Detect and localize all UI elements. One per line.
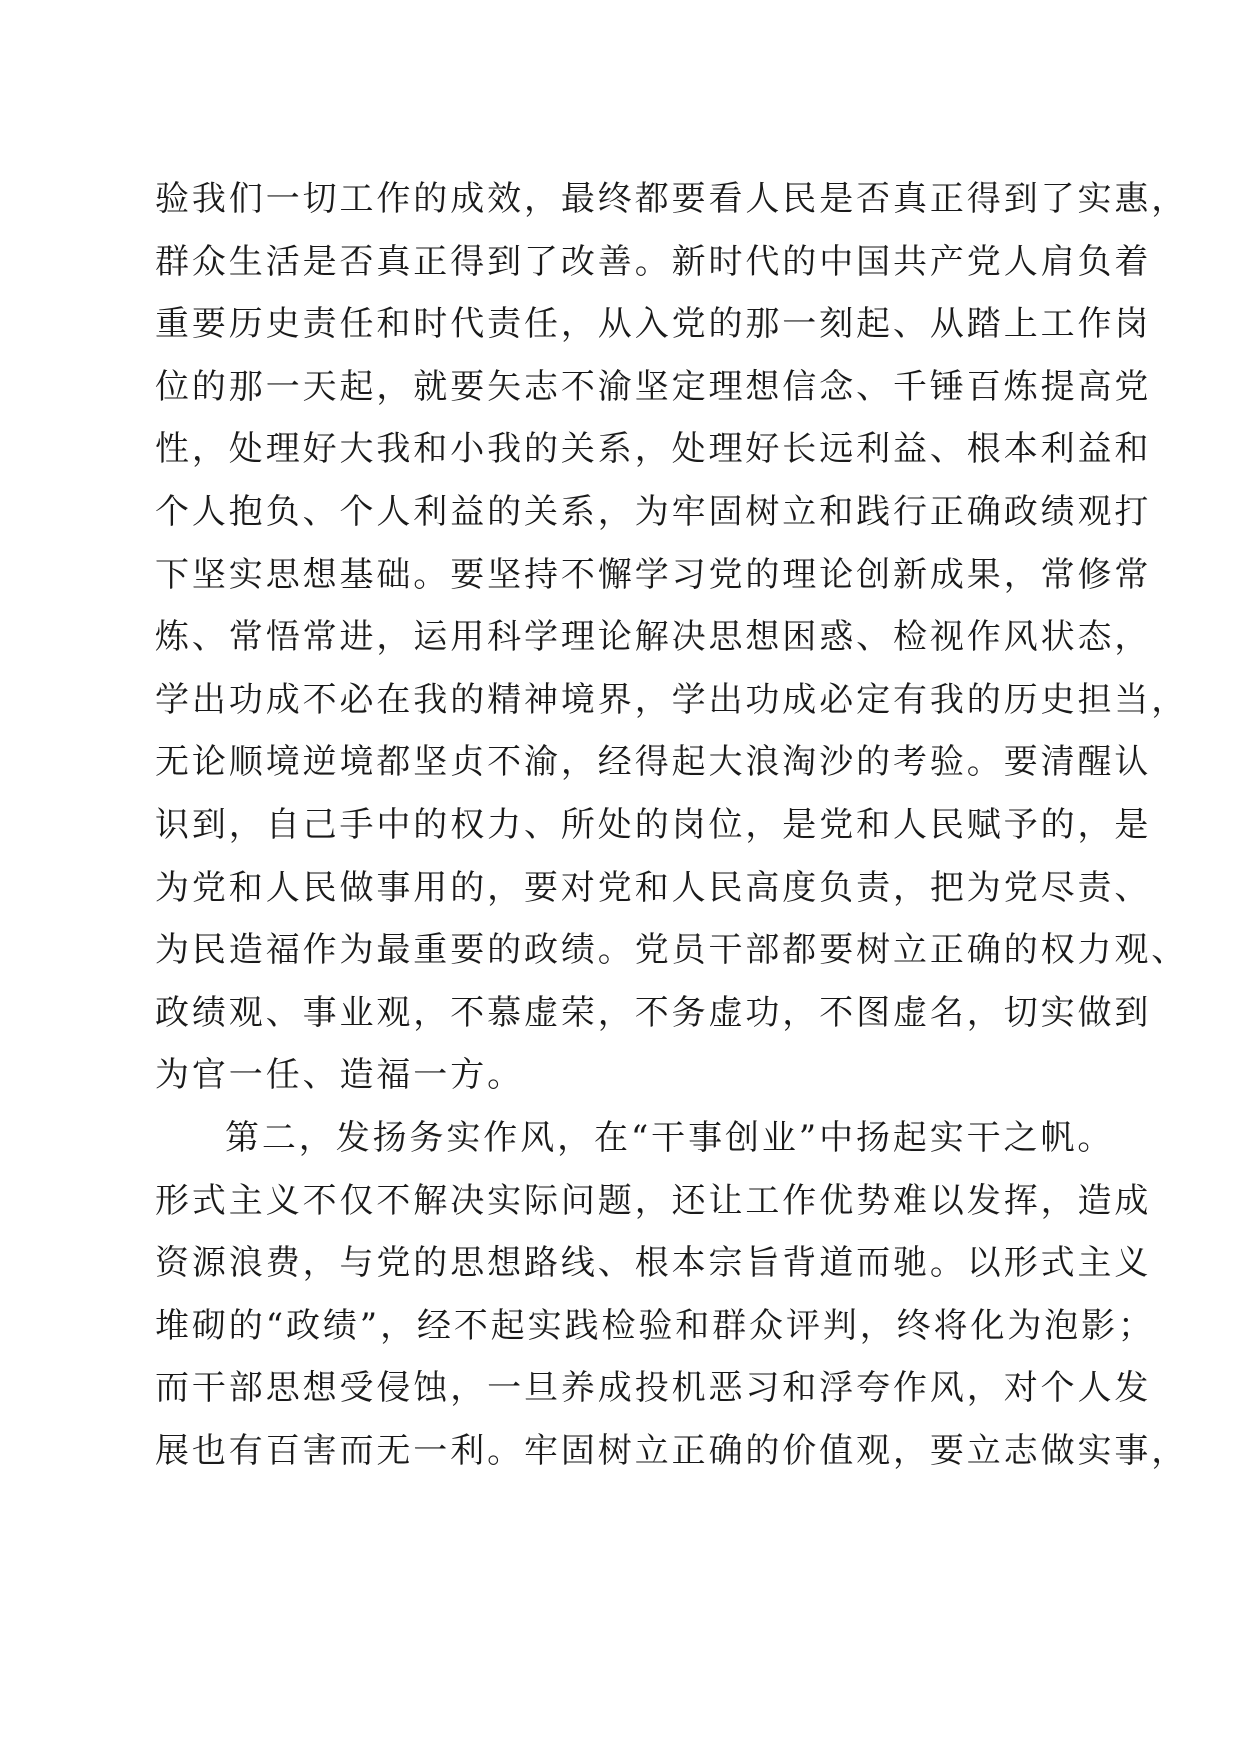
text-line: 炼、常悟常进，运用科学理论解决思想困惑、检视作风状态， (155, 617, 1152, 658)
text-line: 为民造福作为最重要的政绩。党员干部都要树立正确的权力观、 (155, 930, 1189, 971)
text-line: 政绩观、事业观，不慕虚荣，不务虚功，不图虚名，切实做到 (155, 992, 1152, 1033)
text-line: 学出功成不必在我的精神境界，学出功成必定有我的历史担当， (155, 679, 1189, 720)
text-line: 而干部思想受侵蚀，一旦养成投机恶习和浮夸作风，对个人发 (155, 1368, 1152, 1409)
paragraph-heading: 第二，发扬务实作风，在“干事创业”中扬起实干之帆。 (225, 1117, 1115, 1158)
text-line: 堆砌的“政绩”，经不起实践检验和群众评判，终将化为泡影； (155, 1305, 1155, 1346)
text-line: 形式主义不仅不解决实际问题，还让工作优势难以发挥，造成 (155, 1180, 1152, 1221)
text-line: 为官一任、造福一方。 (155, 1055, 524, 1096)
text-line: 验我们一切工作的成效，最终都要看人民是否真正得到了实惠， (155, 179, 1189, 219)
text-line: 下坚实思想基础。要坚持不懈学习党的理论创新成果，常修常 (155, 554, 1152, 595)
text-line: 位的那一天起，就要矢志不渝坚定理想信念、千锤百炼提高党 (155, 366, 1152, 407)
text-line: 性，处理好大我和小我的关系，处理好长远利益、根本利益和 (155, 429, 1152, 470)
text-line: 个人抱负、个人利益的关系，为牢固树立和践行正确政绩观打 (155, 491, 1152, 532)
text-line: 资源浪费，与党的思想路线、根本宗旨背道而驰。以形式主义 (155, 1243, 1152, 1284)
text-line: 为党和人民做事用的，要对党和人民高度负责，把为党尽责、 (155, 867, 1152, 908)
text-line: 群众生活是否真正得到了改善。新时代的中国共产党人肩负着 (155, 241, 1152, 282)
text-line: 无论顺境逆境都坚贞不渝，经得起大浪淘沙的考验。要清醒认 (155, 742, 1152, 783)
text-line: 识到，自己手中的权力、所处的岗位，是党和人民赋予的，是 (155, 804, 1152, 845)
text-line: 重要历史责任和时代责任，从入党的那一刻起、从踏上工作岗 (155, 304, 1152, 345)
body-text (155, 168, 1189, 1482)
text-line: 展也有百害而无一利。牢固树立正确的价值观，要立志做实事， (155, 1430, 1189, 1471)
